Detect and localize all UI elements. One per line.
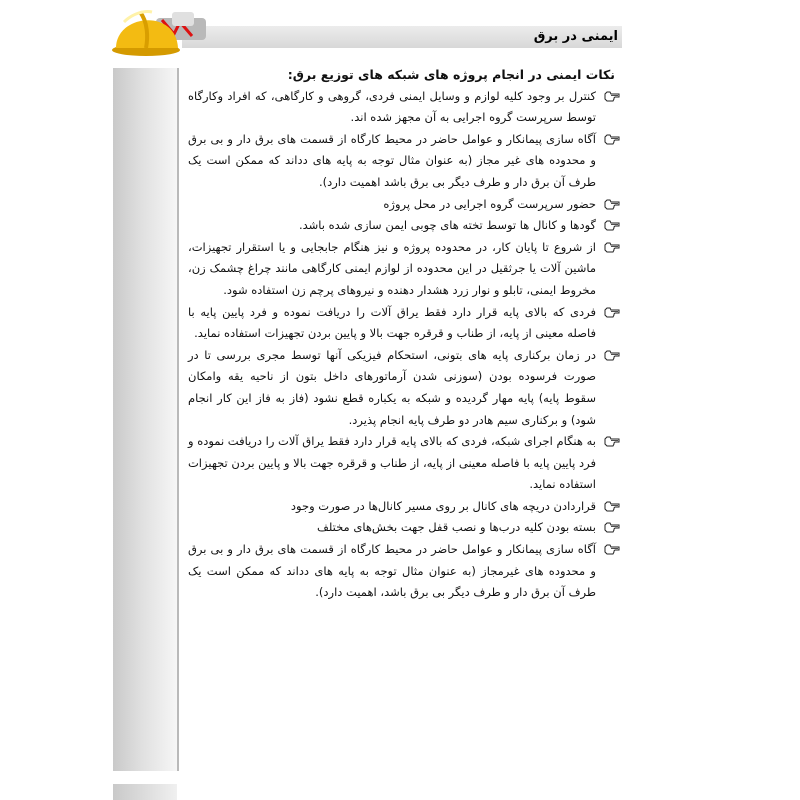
bullet-item — [188, 215, 623, 237]
bullet-text: آگاه سازی پیمانکار و عوامل حاضر در محیط کارگاه از قسمت های برق دار و بی برق و محدوده های غیرمجاز (به عنوان مثال توجه به پایه های دداند که ممکن است یک طرف آن برق دار و طرف دیگر بی برق باشد، اهمیت دارد). — [188, 542, 596, 600]
pointing-hand-icon — [604, 90, 620, 102]
bullet-item — [188, 517, 623, 539]
pointing-hand-icon — [604, 198, 620, 210]
bullet-text: فردی که بالای پایه قرار دارد فقط یراق آلات را دریافت نموده و فرد پایین پایه با فاصله معینی از پایه، از طناب و قرقره جهت بالا و پایین بردن تجهیزات استفاده نماید. — [188, 304, 596, 341]
bullet-text: بسته بودن کلیه درب‌ها و نصب قفل جهت بخش‌های مختلف — [316, 520, 596, 535]
pointing-hand-icon — [604, 543, 620, 555]
safety-helmet-icon — [110, 0, 210, 58]
pointing-hand-icon — [604, 521, 620, 533]
bullet-item — [188, 86, 623, 129]
bullet-text: در زمان برکناری پایه های بتونی، استحکام فیزیکی آنها توسط مجری بررسی تا در صورت فرسوده بودن (سوزنی شدن آرماتورهای داخل بتون از ناحیه یقه وامکان سقوط پایه) پایه مهار گردیده و شبکه به یکباره قطع نشود (فاز به فاز این کار انجام شود) و برکناری سیم هادر دو طرف پایه انجام پذیرد. — [188, 347, 596, 427]
chapter-title: ایمنی در برق — [533, 29, 618, 44]
bullet-item — [188, 237, 623, 302]
bullet-text: از شروع تا پایان کار، در محدوده پروژه و نیز هنگام جابجایی و یا استقرار تجهیزات، ماشین آلات یا جرثقیل در این محدوده از لوازم ایمنی کارگاهی مانند چراغ چشمک زن، مخروط ایمنی، تابلو و نوار زرد هشدار دهنده و نیروهای پرچم زن استفاده شود. — [188, 239, 596, 297]
bullet-item — [188, 302, 623, 345]
side-panel-divider — [177, 68, 179, 771]
pointing-hand-icon — [604, 219, 620, 231]
section-heading: نکات ایمنی در انجام پروژه های شبکه های توزیع برق: — [287, 67, 615, 82]
pointing-hand-icon — [604, 435, 620, 447]
pointing-hand-icon — [604, 306, 620, 318]
bullet-item — [188, 194, 623, 216]
bullet-item — [188, 345, 623, 431]
bullet-text: حضور سرپرست گروه اجرایی در محل پروژه — [383, 196, 596, 211]
bullet-text: کنترل بر وجود کلیه لوازم و وسایل ایمنی فردی، گروهی و کارگاهی، که افراد وکارگاه توسط سرپرست گروه اجرایی به آن مجهز شده اند. — [188, 88, 596, 125]
bullet-text: گودها و کانال ها توسط تخته های چوبی ایمن سازی شده باشد. — [298, 218, 596, 233]
bullet-text: آگاه سازی پیمانکار و عوامل حاضر در محیط کارگاه از قسمت های برق دار و بی برق و محدوده های غیر مجاز (به عنوان مثال توجه به پایه های دداند که ممکن است یک طرف آن برق دار و طرف دیگر بی برق باشد اهمیت دارد). — [188, 131, 596, 189]
bullet-item — [188, 539, 623, 604]
bullet-item — [188, 496, 623, 518]
page-content — [188, 64, 623, 604]
bullet-text: قراردادن دریچه های کانال بر روی مسیر کانال‌ها در صورت وجود — [290, 498, 596, 513]
pointing-hand-icon — [604, 133, 620, 145]
side-panel-tab — [113, 784, 177, 800]
bullet-item — [188, 129, 623, 194]
bullet-list — [188, 86, 623, 604]
bullet-text: به هنگام اجرای شبکه، فردی که بالای پایه قرار دارد فقط یراق آلات را دریافت نموده و فرد پایین پایه با فاصله معینی از پایه، از طناب و قرقره جهت بالا و پایین بردن تجهیزات استفاده نماید. — [187, 434, 596, 492]
pointing-hand-icon — [604, 500, 620, 512]
side-panel — [113, 68, 177, 771]
pointing-hand-icon — [604, 241, 620, 253]
bullet-item — [188, 431, 623, 496]
pointing-hand-icon — [604, 349, 620, 361]
